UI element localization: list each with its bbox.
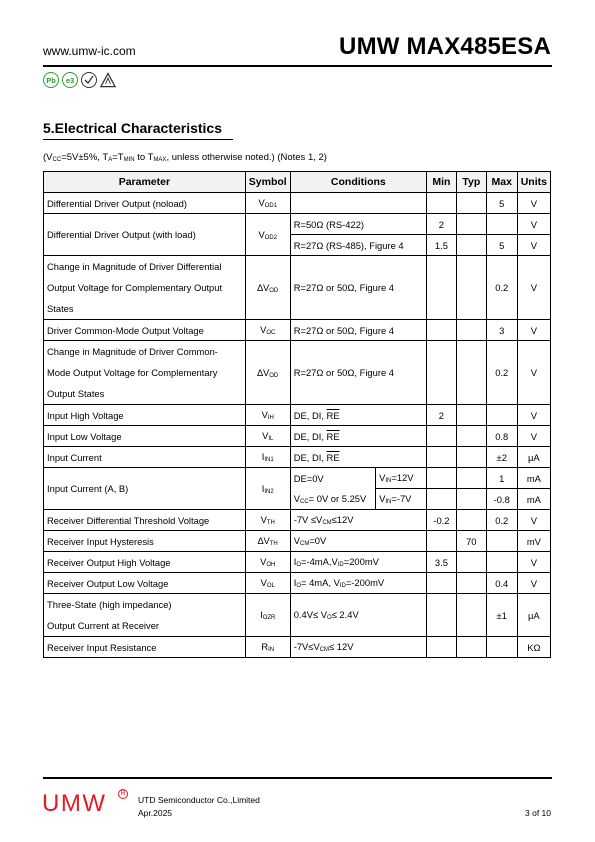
max-cell	[486, 405, 517, 426]
compliance-badges	[43, 72, 116, 90]
units-cell: V	[517, 426, 550, 447]
units-cell: V	[517, 552, 550, 573]
revision-date: Apr.2025	[138, 808, 173, 818]
symbol-cell: $V_{OL}$	[245, 573, 290, 594]
conditions-cell: DE, DI, $\overline{RE}$	[290, 426, 426, 447]
max-cell: 0.4	[486, 573, 517, 594]
table-row	[44, 405, 551, 426]
col-header-parameter: Parameter	[44, 172, 246, 193]
conditions-cell: $V_{IN}=-7V$	[376, 489, 427, 510]
param-cell: Input Current (A, B)	[44, 468, 246, 510]
conditions-cell: $I_O=-4mA,V_{ID}=200mV$	[290, 552, 426, 573]
typ-cell	[456, 214, 486, 235]
units-cell: μA	[517, 594, 550, 637]
conditions-cell: $-7V\le V_{CM}\le 12V$	[290, 637, 426, 658]
table-row	[44, 256, 551, 320]
min-cell	[426, 637, 456, 658]
min-cell: 2	[426, 214, 456, 235]
conditions-cell: $V_{IN}=12V$	[376, 468, 427, 489]
max-cell: ±2	[486, 447, 517, 468]
units-cell: V	[517, 341, 550, 405]
col-header-max: Max	[486, 172, 517, 193]
company-name: UTD Semiconductor Co.,Limited	[138, 795, 260, 805]
param-cell: Receiver Differential Threshold Voltage	[44, 510, 246, 531]
max-cell: 1	[486, 468, 517, 489]
max-cell	[486, 637, 517, 658]
symbol-cell: $V_{IH}$	[245, 405, 290, 426]
param-cell: Receiver Output Low Voltage	[44, 573, 246, 594]
rohs-icon	[81, 72, 97, 88]
units-cell: V	[517, 320, 550, 341]
lead-free-icon: Pb	[43, 72, 59, 88]
table-row	[44, 531, 551, 552]
max-cell	[486, 531, 517, 552]
units-cell: mA	[517, 468, 550, 489]
param-cell: Receiver Input Hysteresis	[44, 531, 246, 552]
col-header-min: Min	[426, 172, 456, 193]
min-cell: -0.2	[426, 510, 456, 531]
typ-cell	[456, 552, 486, 573]
conditions-cell	[290, 193, 426, 214]
symbol-cell: $V_{OC}$	[245, 320, 290, 341]
typ-cell	[456, 447, 486, 468]
table-header-row	[44, 172, 551, 193]
conditions-cell: R=27Ω (RS-485), Figure 4	[290, 235, 426, 256]
registered-mark-icon: R	[118, 789, 128, 799]
max-cell	[486, 552, 517, 573]
section-title: 5.Electrical Characteristics	[43, 120, 222, 136]
symbol-cell: $V_{OD1}$	[245, 193, 290, 214]
table-row	[44, 426, 551, 447]
min-cell	[426, 320, 456, 341]
min-cell	[426, 594, 456, 637]
units-cell: V	[517, 405, 550, 426]
min-cell	[426, 447, 456, 468]
units-cell: V	[517, 573, 550, 594]
typ-cell	[456, 510, 486, 531]
typ-cell	[456, 489, 486, 510]
param-cell: Input Current	[44, 447, 246, 468]
col-header-units: Units	[517, 172, 550, 193]
units-cell: V	[517, 235, 550, 256]
min-cell: 3.5	[426, 552, 456, 573]
esd-warning-icon	[100, 72, 116, 88]
units-cell: mA	[517, 489, 550, 510]
symbol-cell: $I_{IN2}$	[245, 468, 290, 510]
param-cell: Differential Driver Output (noload)	[44, 193, 246, 214]
max-cell: 5	[486, 193, 517, 214]
min-cell	[426, 193, 456, 214]
typ-cell	[456, 573, 486, 594]
typ-cell: 70	[456, 531, 486, 552]
units-cell: V	[517, 256, 550, 320]
min-cell	[426, 531, 456, 552]
units-cell: KΩ	[517, 637, 550, 658]
max-cell: 0.8	[486, 426, 517, 447]
table-row	[44, 341, 551, 405]
footer-divider	[43, 777, 552, 779]
param-cell: Input Low Voltage	[44, 426, 246, 447]
conditions-cell: $V_{CM}=0V$	[290, 531, 426, 552]
umw-logo: UMW	[42, 790, 107, 817]
symbol-cell: $V_{OD2}$	[245, 214, 290, 256]
table-row	[44, 320, 551, 341]
min-cell	[426, 256, 456, 320]
conditions-cell: R=27Ω or 50Ω, Figure 4	[290, 341, 426, 405]
header-divider	[43, 65, 552, 67]
units-cell: μA	[517, 447, 550, 468]
param-cell: Receiver Input Resistance	[44, 637, 246, 658]
part-number-title: UMW MAX485ESA	[339, 33, 551, 60]
units-cell: V	[517, 214, 550, 235]
max-cell: 3	[486, 320, 517, 341]
typ-cell	[456, 256, 486, 320]
table-row	[44, 573, 551, 594]
param-cell: Input High Voltage	[44, 405, 246, 426]
table-row	[44, 468, 551, 489]
col-header-typ: Typ	[456, 172, 486, 193]
max-cell: 0.2	[486, 510, 517, 531]
symbol-cell: $V_{IL}$	[245, 426, 290, 447]
units-cell: mV	[517, 531, 550, 552]
param-cell: Three-State (high impedance) Output Current at Receiver	[44, 594, 246, 637]
conditions-cell: $0.4V\le V_O\le 2.4V$	[290, 594, 426, 637]
symbol-cell: $R_{IN}$	[245, 637, 290, 658]
typ-cell	[456, 235, 486, 256]
typ-cell	[456, 426, 486, 447]
e3-icon: e3	[62, 72, 78, 88]
min-cell: 1.5	[426, 235, 456, 256]
symbol-cell: $V_{OH}$	[245, 552, 290, 573]
conditions-cell: DE, DI, $\overline{RE}$	[290, 405, 426, 426]
param-cell: Differential Driver Output (with load)	[44, 214, 246, 256]
table-row	[44, 193, 551, 214]
test-conditions-note: ($V_{CC}=5V\pm 5\%$, $T_A=T_{MIN}$ to $T_{MAX}$, unless otherwise noted.) (Notes 1, 2)	[43, 152, 327, 163]
col-header-conditions: Conditions	[290, 172, 426, 193]
typ-cell	[456, 341, 486, 405]
conditions-cell: DE, DI, $\overline{RE}$	[290, 447, 426, 468]
symbol-cell: $\Delta V_{OD}$	[245, 256, 290, 320]
max-cell	[486, 214, 517, 235]
min-cell	[426, 489, 456, 510]
conditions-cell: DE=0V	[290, 468, 375, 489]
param-cell: Change in Magnitude of Driver Differential Output Voltage for Complementary Output States	[44, 256, 246, 320]
typ-cell	[456, 405, 486, 426]
max-cell: 0.2	[486, 256, 517, 320]
table-row	[44, 214, 551, 235]
section-underline	[43, 139, 233, 140]
max-cell: 5	[486, 235, 517, 256]
symbol-cell: $\Delta V_{TH}$	[245, 531, 290, 552]
symbol-cell: $\Delta V_{OD}$	[245, 341, 290, 405]
table-row	[44, 594, 551, 637]
col-header-symbol: Symbol	[245, 172, 290, 193]
conditions-cell: R=27Ω or 50Ω, Figure 4	[290, 256, 426, 320]
max-cell: 0.2	[486, 341, 517, 405]
max-cell: ±1	[486, 594, 517, 637]
table-row	[44, 637, 551, 658]
min-cell: 2	[426, 405, 456, 426]
typ-cell	[456, 193, 486, 214]
param-cell: Receiver Output High Voltage	[44, 552, 246, 573]
conditions-cell: $I_O= 4mA$, $V_{ID}=-200mV$	[290, 573, 426, 594]
conditions-cell: $-7V \le V_{CM}\le 12V$	[290, 510, 426, 531]
typ-cell	[456, 468, 486, 489]
page-number: 3 of 10	[525, 808, 551, 818]
min-cell	[426, 468, 456, 489]
table-row	[44, 447, 551, 468]
typ-cell	[456, 637, 486, 658]
conditions-cell: R=27Ω or 50Ω, Figure 4	[290, 320, 426, 341]
symbol-cell: $V_{TH}$	[245, 510, 290, 531]
conditions-cell: $V_{CC}= 0V$ or 5.25V	[290, 489, 375, 510]
conditions-cell: R=50Ω (RS-422)	[290, 214, 426, 235]
symbol-cell: $I_{OZR}$	[245, 594, 290, 637]
symbol-cell: $I_{IN1}$	[245, 447, 290, 468]
website-url: www.umw-ic.com	[43, 44, 136, 58]
min-cell	[426, 341, 456, 405]
typ-cell	[456, 320, 486, 341]
param-cell: Change in Magnitude of Driver Common- Mode Output Voltage for Complementary Output States	[44, 341, 246, 405]
units-cell: V	[517, 193, 550, 214]
typ-cell	[456, 594, 486, 637]
table-row	[44, 552, 551, 573]
min-cell	[426, 426, 456, 447]
max-cell: -0.8	[486, 489, 517, 510]
min-cell	[426, 573, 456, 594]
electrical-characteristics-table	[43, 171, 551, 658]
param-cell: Driver Common-Mode Output Voltage	[44, 320, 246, 341]
units-cell: V	[517, 510, 550, 531]
table-row	[44, 510, 551, 531]
